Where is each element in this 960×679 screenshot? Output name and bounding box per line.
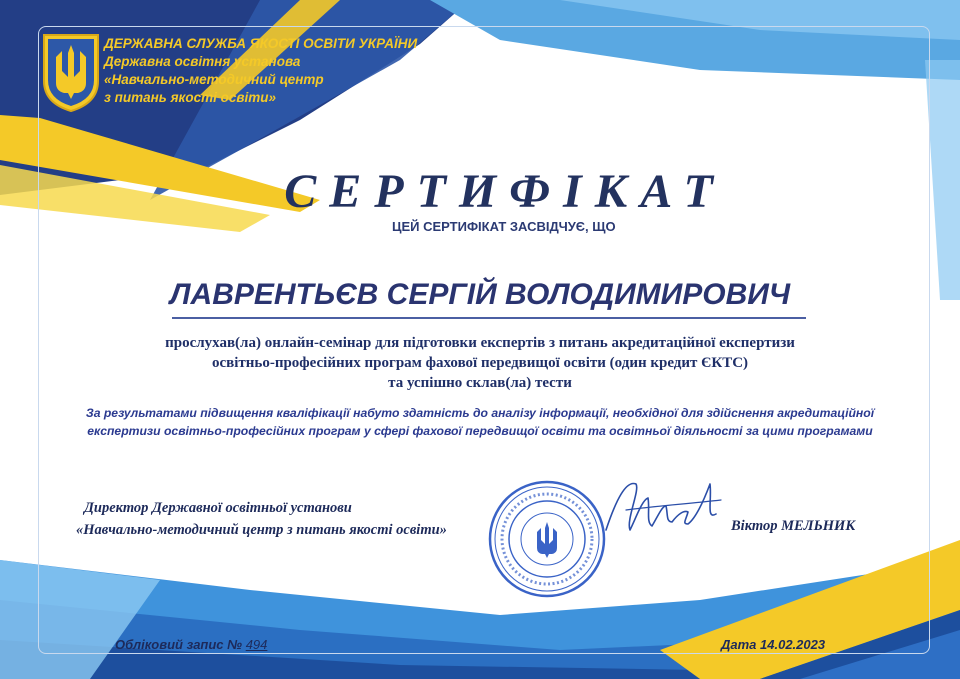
description-line-1: прослухав(ла) онлайн-семінар для підготовки експертів з питань акредитаційної експертизи (165, 335, 795, 351)
issuer-institution-name-2: з питань якості освіти» (104, 90, 277, 105)
certificate-title: СЕРТИФІКАТ (284, 165, 726, 218)
record-value: 494 (245, 637, 268, 652)
signatory-position (76, 497, 447, 541)
recipient-underline (172, 317, 806, 319)
position-line-2: «Навчально-методичний центр з питань якості освіти» (76, 522, 447, 538)
trident-icon (40, 31, 102, 113)
result-line-2: експертизи освітньо-професійних програм у сфері фахової передвищої освіти та освітньої діяльності за цими програмами (87, 424, 873, 438)
signatory-name: Віктор МЕЛЬНИК (731, 518, 856, 534)
issue-date: Дата 14.02.2023 (721, 637, 826, 652)
issuer-agency: ДЕРЖАВНА СЛУЖБА ЯКОСТІ ОСВІТИ УКРАЇНИ (104, 36, 418, 51)
description-line-2: освітньо-професійних програм фахової передвищої освіти (один кредит ЄКТС) (211, 355, 749, 371)
official-seal-icon (486, 478, 608, 600)
result-line-1: За результатами підвищення кваліфікації набуто здатність до аналізу інформації, необхідної для здійснення акредитаційної (85, 406, 875, 420)
qualification-result (0, 404, 960, 440)
issuer-institution-type: Державна освітня установа (104, 54, 301, 69)
issuer-block (104, 35, 417, 107)
certificate-subtitle: ЦЕЙ СЕРТИФІКАТ ЗАСВІДЧУЄ, ЩО (392, 219, 616, 234)
position-line-1: Директор Державної освітньої установи (84, 500, 352, 516)
description-line-3: та успішно склав(ла) тести (388, 375, 572, 391)
handwritten-signature-icon (596, 470, 726, 550)
recipient-name: ЛАВРЕНТЬЄВ СЕРГІЙ ВОЛОДИМИРОВИЧ (169, 278, 791, 311)
record-number (115, 637, 267, 652)
issuer-institution-name-1: «Навчально-методичний центр (104, 72, 324, 87)
record-label: Обліковий запис № (115, 637, 243, 652)
course-description (0, 333, 960, 393)
